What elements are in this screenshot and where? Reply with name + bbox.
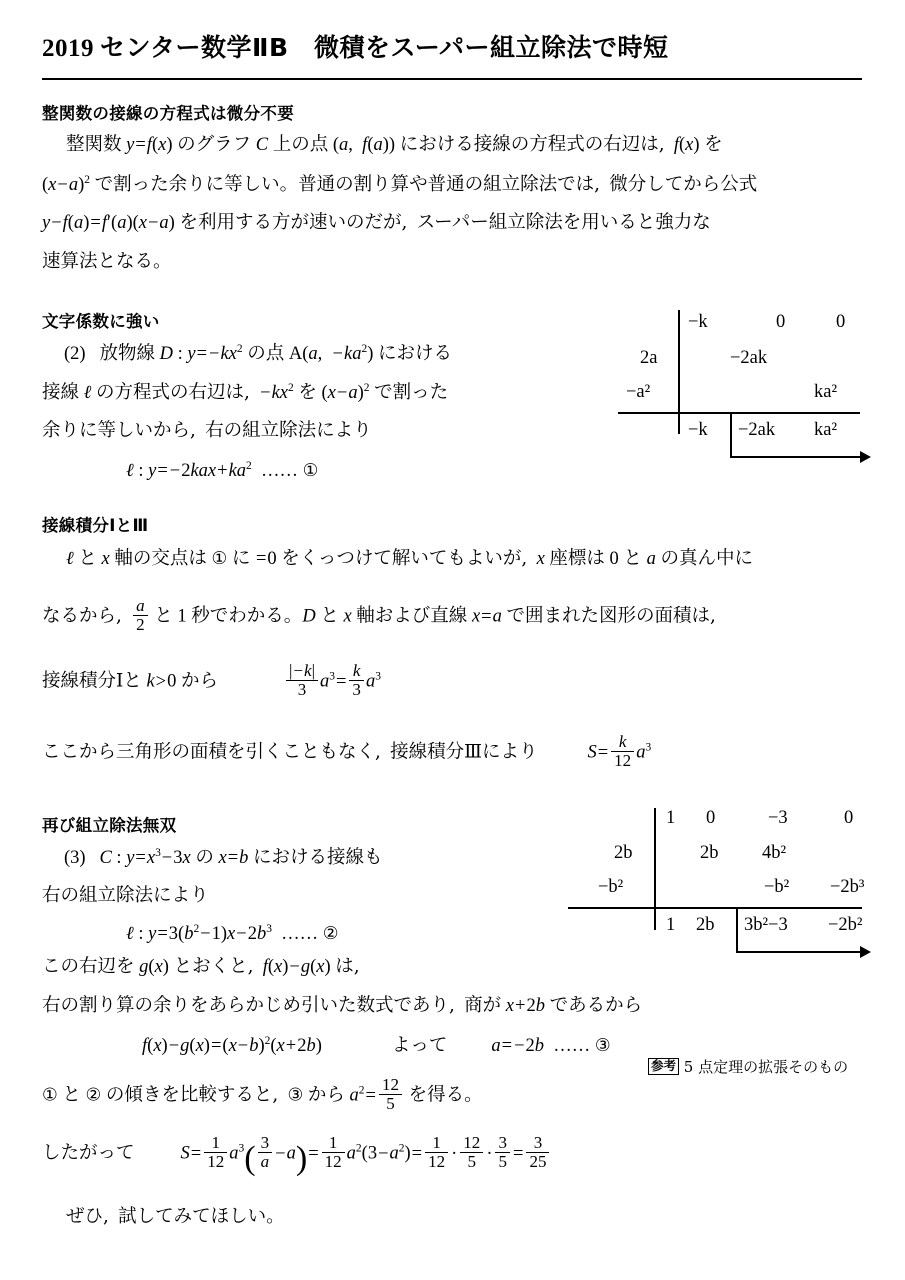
table-vertical-divider: [678, 310, 680, 434]
table-cell-result-2: ka²: [814, 420, 838, 440]
paragraph-line: y−f(a)=f′(a)(x−a) を利用する方が速いのだが, スーパー組立除法を用いると強力な: [42, 212, 711, 233]
paragraph-line: ① と ② の傾きを比較すると, ③ から $a^2=$ $\frac{12}{5}$ を得る。: [42, 1075, 483, 1113]
table-horizontal-rule: [568, 907, 862, 909]
table-cell-row3-0: −b²: [764, 877, 790, 897]
table-cell-top-0: 1: [666, 808, 676, 828]
table-cell-top-2: −3: [768, 808, 788, 828]
paragraph-line: (2) 放物線 D : $y= -kx^2$ の点 A(a, $-ka^2$) における: [64, 343, 452, 365]
table-horizontal-rule: [618, 412, 860, 414]
title-divider: [42, 78, 862, 80]
remainder-box-left-edge: [736, 907, 738, 953]
section-heading-tangent-integral: 接線積分ⅠとⅢ: [42, 516, 149, 535]
equation-line-3: $f(x)-g(x)=(x-b)^2(x+2b)$ よって a= −2b …… ③: [142, 1035, 611, 1057]
table-cell-top-2: 0: [836, 312, 846, 332]
table-cell-result-0: 1: [666, 915, 676, 935]
paragraph-line: 右の割り算の余りをあらかじめ引いた数式であり, 商が x+2b であるから: [42, 995, 643, 1016]
table-cell-top-0: −k: [688, 312, 708, 332]
remainder-box-left-edge: [730, 412, 732, 458]
equation-line-2: ℓ : $y=3(b^2-1)x-2b^3$ …… ②: [126, 923, 339, 945]
synthetic-division-table-1: [600, 306, 900, 466]
table-cell-top-1: 0: [776, 312, 786, 332]
table-cell-result-1: −2ak: [738, 420, 776, 440]
paragraph-line: (3) C : $y=x^3-3x$ の x=b における接線も: [64, 847, 383, 869]
table-cell-row3-1: −2b³: [830, 877, 865, 897]
table-vertical-divider: [654, 808, 656, 930]
equation-line-tangent-integral-3: ここから三角形の面積を引くこともなく, 接線積分Ⅲにより S= $\frac{k}{12}$ $a^3$: [42, 732, 652, 770]
arrow-icon: [860, 451, 871, 463]
table-cell-result-0: −k: [688, 420, 708, 440]
table-cell-row3-0: ka²: [814, 382, 838, 402]
table-cell-result-1: 2b: [696, 915, 715, 935]
arrow-icon: [860, 946, 871, 958]
remainder-box-bottom-edge: [730, 456, 862, 458]
section-heading-synthetic-division-again: 再び組立除法無双: [42, 816, 177, 835]
equation-line-tangent-integral-1: 接線積分Ⅰと k>0 から $\frac{|-k|}{3}$ $a^3=$ $\frac{k}{3}$ $a^3$: [42, 661, 381, 699]
remainder-box-bottom-edge: [736, 951, 862, 953]
table-cell-row2-0: 2b: [700, 843, 719, 863]
title-main: センター数学ⅡB 微積をスーパー組立除法で時短: [100, 33, 669, 62]
title-year: 2019: [42, 35, 94, 62]
paragraph-line: 右の組立除法により: [42, 885, 209, 906]
table-cell-row2-0: −2ak: [730, 348, 768, 368]
reference-note-text: 5 点定理の拡張そのもの: [683, 1058, 849, 1076]
closing-line: ぜひ, 試してみてほしい。: [66, 1206, 285, 1227]
equation-line-1: ℓ : $y= -2kax+ka^2$ …… ①: [126, 460, 319, 482]
paragraph-line: ℓ と x 軸の交点は ① に =0 をくっつけて解いてもよいが, x 座標は 0 と a の真ん中に: [66, 548, 753, 569]
reference-label-badge: 参考: [648, 1058, 679, 1075]
table-cell-row2-1: 4b²: [762, 843, 787, 863]
table-cell-left-0: 2b: [614, 843, 633, 863]
table-cell-result-3: −2b²: [828, 915, 863, 935]
paragraph-line: この右辺を g(x) とおくと, f(x)−g(x) は,: [42, 956, 360, 977]
paragraph-line: 接線 ℓ の方程式の右辺は, $-kx^2$ を $(x-a)^2$ で割った: [42, 382, 449, 404]
section-heading-strong-with-letter-coefficients: 文字係数に強い: [42, 312, 160, 331]
paragraph-line: なるから, $\frac{a}{2}$ と 1 秒でわかる。D と x 軸および直線 x=a で囲まれた図形の面積は,: [42, 596, 716, 634]
equation-line-final: したがって S= $\frac{1}{12}$ $a^3$( $\frac{3}{a}$ −a)= $\frac{1}{12}$ $a^2(3-a^2)=$ $\frac{1}{12}$ · $\frac{12}{5}$ · $\frac{3}{5}$ = $\frac{3}{25}$: [42, 1134, 551, 1171]
paragraph-line: 余りに等しいから, 右の組立除法により: [42, 420, 372, 441]
page-title: [42, 28, 669, 64]
table-cell-top-1: 0: [706, 808, 716, 828]
reference-note: [648, 1056, 848, 1077]
paragraph-line: $(x-a)^2$ で割った余りに等しい。普通の割り算や普通の組立除法では, 微分してから公式: [42, 174, 758, 196]
table-cell-left-1: −a²: [626, 382, 651, 402]
table-cell-left-1: −b²: [598, 877, 624, 897]
table-cell-result-2: 3b²−3: [744, 915, 788, 935]
table-cell-left-0: 2a: [640, 348, 658, 368]
paragraph-line: 整関数 y=f(x) のグラフ C 上の点 (a, f(a)) における接線の方程式の右辺は, f(x) を: [66, 134, 723, 155]
section-heading-tangent-no-derivative: 整関数の接線の方程式は微分不要: [42, 104, 294, 123]
table-cell-top-3: 0: [844, 808, 854, 828]
synthetic-division-table-2: [540, 806, 900, 966]
paragraph-line: 速算法となる。: [42, 251, 172, 272]
